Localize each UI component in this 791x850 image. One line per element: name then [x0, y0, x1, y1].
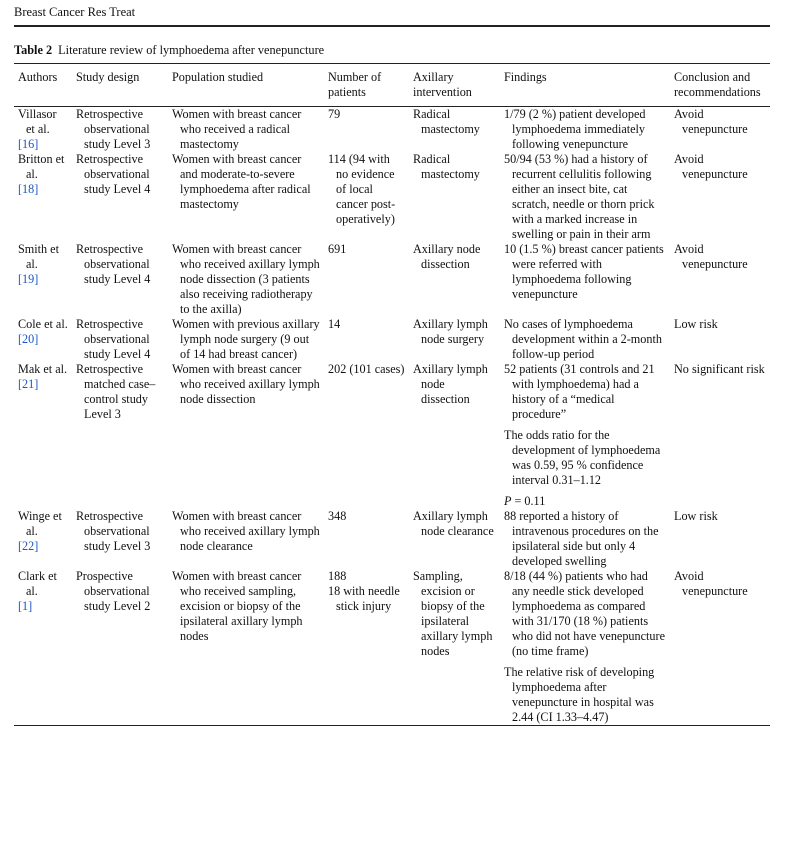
findings-text: 1/79 (2 %) patient developed lymphoedema immediately following venepuncture — [504, 107, 646, 151]
findings-cell — [500, 107, 670, 153]
conclusion-text: Avoid venepuncture — [674, 242, 748, 271]
author-cell — [14, 152, 72, 242]
patients-cell — [324, 107, 409, 153]
patients-cell — [324, 242, 409, 317]
journal-title: Breast Cancer Res Treat — [14, 5, 136, 19]
header-number-of-patients: Number of patients — [328, 70, 382, 99]
header-authors: Authors — [18, 70, 58, 84]
table-row — [14, 509, 770, 569]
header-axillary-intervention: Axillary intervention — [413, 70, 472, 99]
table-caption — [14, 43, 324, 58]
patients-cell — [324, 569, 409, 726]
conclusion-cell — [670, 152, 770, 242]
study-design-cell — [72, 362, 168, 509]
conclusion-cell — [670, 107, 770, 153]
author-name: Villasor et al. — [18, 107, 57, 136]
study-design-cell — [72, 107, 168, 153]
table-title: Literature review of lymphoedema after venepuncture — [58, 43, 325, 57]
citation-link[interactable]: [16] — [18, 137, 39, 151]
author-name: Cole et al. — [18, 317, 68, 331]
citation-link[interactable]: [20] — [18, 332, 39, 346]
author-name: Smith et al. — [18, 242, 59, 271]
citation-link[interactable]: [18] — [18, 182, 39, 196]
study-design-cell — [72, 242, 168, 317]
conclusion-text: Low risk — [674, 509, 718, 523]
patients-cell — [324, 509, 409, 569]
findings-cell — [500, 362, 670, 509]
population-text: Women with breast cancer who received axillary lymph node dissection (3 patients also receiving radiotherapy to the axilla) — [172, 242, 320, 316]
intervention-cell — [409, 242, 500, 317]
findings-text: 52 patients (31 controls and 21 with lymphoedema) had a history of a “medical procedure” — [504, 362, 655, 421]
findings-cell — [500, 509, 670, 569]
population-text: Women with breast cancer who received axillary lymph node clearance — [172, 509, 320, 553]
author-name: Britton et al. — [18, 152, 65, 181]
study-design-text: Retrospective observational study Level 4 — [76, 242, 151, 286]
population-cell — [168, 242, 324, 317]
findings-text-2: The odds ratio for the development of lymphoedema was 0.59, 95 % confidence interval 0.31–1.12 — [504, 428, 661, 487]
patients-text: 114 (94 with no evidence of local cancer post-operatively) — [328, 152, 396, 226]
header-study-design: Study design — [76, 70, 140, 84]
citation-link[interactable]: [22] — [18, 539, 39, 553]
findings-text: 10 (1.5 %) breast cancer patients were referred with lymphoedema following venepuncture — [504, 242, 664, 301]
intervention-cell — [409, 509, 500, 569]
conclusion-cell — [670, 362, 770, 509]
population-cell — [168, 569, 324, 726]
table-header-row — [14, 64, 770, 107]
intervention-text: Radical mastectomy — [413, 152, 480, 181]
conclusion-cell — [670, 242, 770, 317]
study-design-cell — [72, 569, 168, 726]
findings-text-2: The relative risk of developing lymphoedema after venepuncture in hospital was 2.44 (CI 1.33–4.47) — [504, 665, 655, 724]
conclusion-cell — [670, 569, 770, 726]
population-text: Women with breast cancer who received sampling, excision or biopsy of the ipsilateral axillary lymph nodes — [172, 569, 303, 643]
intervention-cell — [409, 317, 500, 362]
intervention-text: Sampling, excision or biopsy of the ipsilateral axillary lymph nodes — [413, 569, 493, 658]
study-design-text: Retrospective observational study Level 4 — [76, 152, 151, 196]
intervention-text: Axillary lymph node dissection — [413, 362, 488, 406]
literature-table — [14, 63, 770, 726]
population-cell — [168, 509, 324, 569]
author-name: Mak et al. — [18, 362, 68, 376]
patients-cell — [324, 317, 409, 362]
patients-cell — [324, 152, 409, 242]
intervention-cell — [409, 107, 500, 153]
intervention-text: Radical mastectomy — [413, 107, 480, 136]
author-cell — [14, 242, 72, 317]
patients-cell — [324, 362, 409, 509]
table-row — [14, 152, 770, 242]
intervention-text: Axillary node dissection — [413, 242, 481, 271]
population-text: Women with breast cancer and moderate-to-severe lymphoedema after radical mastectomy — [172, 152, 311, 211]
study-design-text: Retrospective observational study Level 3 — [76, 509, 151, 553]
study-design-text: Prospective observational study Level 2 — [76, 569, 151, 613]
intervention-text: Axillary lymph node surgery — [413, 317, 488, 346]
population-text: Women with breast cancer who received a radical mastectomy — [172, 107, 302, 151]
author-cell — [14, 362, 72, 509]
header-conclusion: Conclusion and recommendations — [674, 70, 761, 99]
citation-link[interactable]: [19] — [18, 272, 39, 286]
citation-link[interactable]: [21] — [18, 377, 39, 391]
conclusion-text: Avoid venepuncture — [674, 152, 748, 181]
patients-text: 188 — [328, 569, 347, 583]
findings-cell — [500, 242, 670, 317]
patients-text: 348 — [328, 509, 347, 523]
population-text: Women with previous axillary lymph node surgery (9 out of 14 had breast cancer) — [172, 317, 320, 361]
study-design-text: Retrospective observational study Level 3 — [76, 107, 151, 151]
patients-text: 202 (101 cases) — [328, 362, 405, 376]
conclusion-text: No significant risk — [674, 362, 765, 376]
study-design-cell — [72, 152, 168, 242]
patients-note: 18 with needle stick injury — [328, 584, 400, 613]
conclusion-cell — [670, 317, 770, 362]
study-design-cell — [72, 317, 168, 362]
header-rule — [14, 25, 770, 27]
table-label: Table 2 — [14, 43, 53, 57]
conclusion-cell — [670, 509, 770, 569]
findings-cell — [500, 152, 670, 242]
findings-text: No cases of lymphoedema development within a 2-month follow-up period — [504, 317, 662, 361]
table-row — [14, 107, 770, 153]
study-design-text: Retrospective observational study Level 4 — [76, 317, 151, 361]
conclusion-text: Avoid venepuncture — [674, 569, 748, 598]
author-cell — [14, 569, 72, 726]
population-cell — [168, 107, 324, 153]
author-name: Clark et al. — [18, 569, 57, 598]
table-row — [14, 242, 770, 317]
findings-text: 50/94 (53 %) had a history of recurrent cellulitis following either an insect bite, cat scratch, needle or thorn prick with a marked increase in swelling or pain in their arm — [504, 152, 655, 241]
patients-text: 79 — [328, 107, 341, 121]
findings-text-3: P = 0.11 — [504, 494, 546, 508]
table-row — [14, 569, 770, 726]
intervention-cell — [409, 569, 500, 726]
findings-text: 8/18 (44 %) patients who had any needle stick developed lymphoedema as compared with 31/170 (18 %) patients who did not have venepuncture (no time frame) — [504, 569, 665, 658]
study-design-cell — [72, 509, 168, 569]
author-cell — [14, 509, 72, 569]
author-cell — [14, 317, 72, 362]
population-cell — [168, 317, 324, 362]
findings-cell — [500, 569, 670, 726]
intervention-cell — [409, 152, 500, 242]
population-cell — [168, 362, 324, 509]
table-row — [14, 362, 770, 509]
conclusion-text: Low risk — [674, 317, 718, 331]
intervention-text: Axillary lymph node clearance — [413, 509, 494, 538]
patients-text: 691 — [328, 242, 347, 256]
header-population: Population studied — [172, 70, 264, 84]
population-cell — [168, 152, 324, 242]
findings-text: 88 reported a history of intravenous procedures on the ipsilateral side but only 4 developed swelling — [504, 509, 659, 568]
author-cell — [14, 107, 72, 153]
table-row — [14, 317, 770, 362]
patients-text: 14 — [328, 317, 341, 331]
author-name: Winge et al. — [18, 509, 62, 538]
intervention-cell — [409, 362, 500, 509]
study-design-text: Retrospective matched case–control study Level 3 — [76, 362, 156, 421]
population-text: Women with breast cancer who received axillary lymph node dissection — [172, 362, 320, 406]
findings-cell — [500, 317, 670, 362]
conclusion-text: Avoid venepuncture — [674, 107, 748, 136]
header-findings: Findings — [504, 70, 547, 84]
citation-link[interactable]: [1] — [18, 599, 33, 613]
